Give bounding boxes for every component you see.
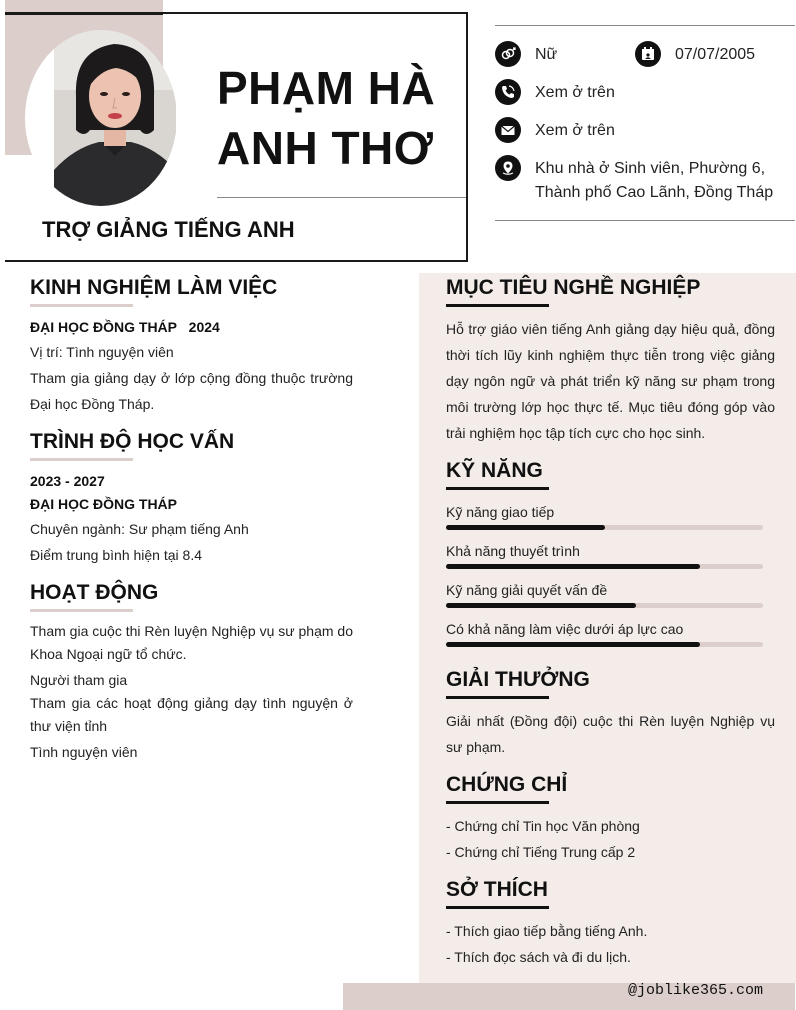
contact-bottom-divider xyxy=(495,220,795,221)
profile-photo xyxy=(25,30,177,206)
contact-top-divider xyxy=(495,25,795,26)
certificates-underline xyxy=(446,801,549,804)
email-value: Xem ở trên xyxy=(535,122,615,139)
profile-photo-image xyxy=(54,30,176,206)
location-icon xyxy=(495,155,521,181)
awards-text: Giải nhất (Đồng đội) cuộc thi Rèn luyện Nghiệp vụ sư phạm. xyxy=(446,713,775,755)
certificate-item-1: - Chứng chỉ Tin học Văn phòng xyxy=(446,818,640,834)
skill-bar-2 xyxy=(446,564,763,569)
awards-heading: GIẢI THƯỞNG xyxy=(446,668,590,691)
name-line-1: PHẠM HÀ xyxy=(217,62,436,114)
activities-underline xyxy=(30,609,133,612)
experience-org-name: ĐẠI HỌC ĐỒNG THÁP xyxy=(30,319,177,335)
skill-bar-3 xyxy=(446,603,763,608)
skill-bar-1 xyxy=(446,525,763,530)
hobbies-heading: SỞ THÍCH xyxy=(446,878,548,901)
activity-role-2: Tình nguyện viên xyxy=(30,744,138,760)
education-school: ĐẠI HỌC ĐỒNG THÁP xyxy=(30,496,177,512)
calendar-icon xyxy=(635,41,661,67)
address-line-1: Khu nhà ở Sinh viên, Phường 6, xyxy=(535,160,766,177)
phone-value: Xem ở trên xyxy=(535,84,615,101)
skills-heading: KỸ NĂNG xyxy=(446,459,543,482)
awards-underline xyxy=(446,696,549,699)
experience-year: 2024 xyxy=(188,319,220,335)
skill-label-3: Kỹ năng giải quyết vấn đề xyxy=(446,582,608,598)
education-underline xyxy=(30,458,133,461)
hobby-item-1: - Thích giao tiếp bằng tiếng Anh. xyxy=(446,923,648,939)
objective-heading: MỤC TIÊU NGHỀ NGHIỆP xyxy=(446,276,701,299)
gender-value: Nữ xyxy=(535,46,558,63)
skill-label-1: Kỹ năng giao tiếp xyxy=(446,504,555,520)
name-line-2: ANH THƠ xyxy=(217,122,434,174)
experience-underline xyxy=(30,304,133,307)
birthday-value: 07/07/2005 xyxy=(675,46,756,63)
gender-icon xyxy=(495,41,521,67)
skill-bar-fill xyxy=(446,564,700,569)
experience-heading: KINH NGHIỆM LÀM VIỆC xyxy=(30,276,278,299)
activities-heading: HOẠT ĐỘNG xyxy=(30,581,159,604)
experience-description: Tham gia giảng dạy ở lớp cộng đồng thuộc trường Đại học Đồng Tháp. xyxy=(30,370,353,412)
certificate-item-2: - Chứng chỉ Tiếng Trung cấp 2 xyxy=(446,844,636,860)
hobby-item-2: - Thích đọc sách và đi du lịch. xyxy=(446,949,631,965)
footer-watermark: @joblike365.com xyxy=(628,982,764,999)
skill-label-2: Khả năng thuyết trình xyxy=(446,543,580,559)
skill-bar-fill xyxy=(446,525,605,530)
skills-underline xyxy=(446,487,549,490)
education-heading: TRÌNH ĐỘ HỌC VẤN xyxy=(30,430,235,453)
name-divider xyxy=(217,197,466,198)
email-icon xyxy=(495,117,521,143)
experience-org xyxy=(30,314,220,340)
education-period: 2023 - 2027 xyxy=(30,473,105,489)
phone-icon xyxy=(495,79,521,105)
skill-bar-4 xyxy=(446,642,763,647)
certificates-heading: CHỨNG CHỈ xyxy=(446,773,568,796)
activity-item-2: Tham gia các hoạt động giảng dạy tình nguyện ở thư viện tỉnh xyxy=(30,695,353,734)
activity-role-1: Người tham gia xyxy=(30,672,128,688)
education-gpa: Điểm trung bình hiện tại 8.4 xyxy=(30,547,202,563)
objective-underline xyxy=(446,304,549,307)
hobbies-underline xyxy=(446,906,549,909)
activity-item-1: Tham gia cuộc thi Rèn luyện Nghiệp vụ sư phạm do Khoa Ngoại ngữ tổ chức. xyxy=(30,623,353,662)
skill-bar-fill xyxy=(446,603,636,608)
job-title: TRỢ GIẢNG TIẾNG ANH xyxy=(42,217,295,242)
skill-label-4: Có khả năng làm việc dưới áp lực cao xyxy=(446,621,684,637)
education-major: Chuyên ngành: Sư phạm tiếng Anh xyxy=(30,521,249,537)
candidate-name xyxy=(217,58,457,178)
address-line-2: Thành phố Cao Lãnh, Đồng Tháp xyxy=(535,184,774,201)
skill-bar-fill xyxy=(446,642,700,647)
objective-text: Hỗ trợ giáo viên tiếng Anh giảng dạy hiệu quả, đồng thời tích lũy kinh nghiệm thực tiễn trong việc giảng dạy ngôn ngữ và phát triển kỹ năng sư phạm trong môi trường lớp học thực tế. Mục tiêu đóng góp vào trải nghiệm học tập tích cực cho học sinh. xyxy=(446,321,775,441)
experience-position: Vị trí: Tình nguyện viên xyxy=(30,344,174,360)
